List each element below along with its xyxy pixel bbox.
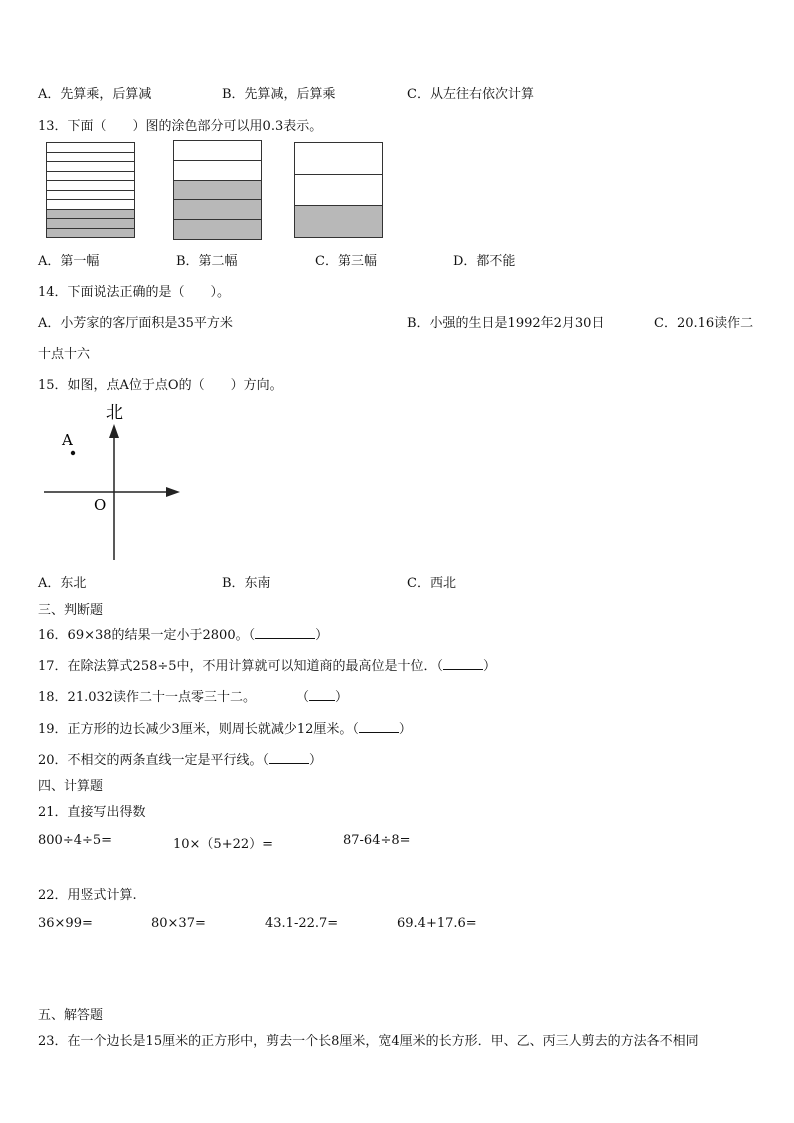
q15-option-c: C．西北 bbox=[407, 576, 456, 591]
q22-item-1: 36×99= bbox=[38, 916, 93, 931]
north-arrowhead bbox=[109, 424, 119, 438]
q22-item-2: 80×37= bbox=[151, 916, 206, 931]
q15-direction-figure bbox=[30, 398, 190, 563]
q17-close-paren: ） bbox=[483, 659, 497, 674]
q20-line bbox=[38, 749, 322, 768]
point-a-dot bbox=[71, 451, 75, 455]
q13-option-a: A．第一幅 bbox=[38, 254, 100, 269]
q13-option-b: B．第二幅 bbox=[176, 254, 238, 269]
q13-figure-1 bbox=[46, 142, 135, 238]
q14-option-b: B．小强的生日是1992年2月30日 bbox=[407, 316, 605, 331]
east-arrowhead bbox=[166, 487, 180, 497]
q13-figure-2 bbox=[173, 140, 262, 240]
point-a-label: A bbox=[62, 431, 73, 449]
section-3-heading: 三、判断题 bbox=[38, 603, 104, 618]
q21-item-1: 800÷4÷5= bbox=[38, 833, 113, 848]
q18-line bbox=[38, 686, 348, 705]
q22-item-4: 69.4+17.6= bbox=[397, 916, 477, 931]
q22-question: 22．用竖式计算. bbox=[38, 888, 137, 903]
q15-option-b: B．东南 bbox=[222, 576, 271, 591]
q13-option-c: C．第三幅 bbox=[315, 254, 377, 269]
q19-text: 19．正方形的边长减少3厘米，则周长就减少12厘米。（ bbox=[38, 722, 359, 737]
q17-answer-blank[interactable] bbox=[443, 669, 483, 670]
q22-item-3: 43.1-22.7= bbox=[265, 916, 339, 931]
q19-close-paren: ） bbox=[398, 722, 412, 737]
q17-line bbox=[38, 655, 496, 674]
section-4-heading: 四、计算题 bbox=[38, 779, 104, 794]
q20-text: 20．不相交的两条直线一定是平行线。（ bbox=[38, 753, 270, 768]
q19-line bbox=[38, 718, 412, 737]
q17-text: 17．在除法算式258÷5中，不用计算就可以知道商的最高位是十位．（ bbox=[38, 659, 444, 674]
q16-answer-blank[interactable] bbox=[255, 638, 315, 639]
q19-answer-blank[interactable] bbox=[359, 732, 399, 733]
q16-line bbox=[38, 624, 328, 643]
q12-option-b: B．先算减，后算乘 bbox=[222, 87, 336, 102]
q14-option-c-continued: 十点十六 bbox=[38, 347, 91, 362]
q23-question: 23．在一个边长是15厘米的正方形中，剪去一个长8厘米，宽4厘米的长方形．甲、乙、丙三人剪去的方法各不相同 bbox=[38, 1034, 699, 1049]
q21-question: 21．直接写出得数 bbox=[38, 805, 146, 820]
q15-option-a: A．东北 bbox=[38, 576, 87, 591]
q13-figure-3 bbox=[294, 142, 383, 238]
q14-option-a: A．小芳家的客厅面积是35平方米 bbox=[38, 316, 233, 331]
q16-text: 16．69×38的结果一定小于2800。（ bbox=[38, 628, 256, 643]
north-label: 北 bbox=[106, 403, 123, 423]
q15-question: 15．如图，点A位于点O的（ ）方向。 bbox=[38, 378, 283, 393]
origin-label: O bbox=[94, 496, 107, 514]
q14-option-c: C．20.16读作二 bbox=[654, 316, 754, 331]
q13-question: 13．下面（ ）图的涂色部分可以用0.3表示。 bbox=[38, 119, 323, 134]
q12-option-a: A．先算乘，后算减 bbox=[38, 87, 152, 102]
q20-answer-blank[interactable] bbox=[269, 763, 309, 764]
section-5-heading: 五、解答题 bbox=[38, 1008, 104, 1023]
q18-answer-blank[interactable] bbox=[309, 700, 335, 701]
q14-question: 14．下面说法正确的是（ ）。 bbox=[38, 285, 231, 300]
q21-item-3: 87-64÷8= bbox=[343, 833, 411, 848]
q18-close-paren: ） bbox=[335, 690, 349, 705]
q13-option-d: D．都不能 bbox=[453, 254, 516, 269]
q18-text: 18．21.032读作二十一点零三十二。 bbox=[38, 690, 257, 705]
q12-option-c: C．从左往右依次计算 bbox=[407, 87, 534, 102]
q21-item-2: 10×（5+22）= bbox=[173, 837, 274, 852]
q16-close-paren: ） bbox=[315, 628, 329, 643]
q18-open-paren: （ bbox=[296, 690, 310, 705]
q20-close-paren: ） bbox=[309, 753, 323, 768]
